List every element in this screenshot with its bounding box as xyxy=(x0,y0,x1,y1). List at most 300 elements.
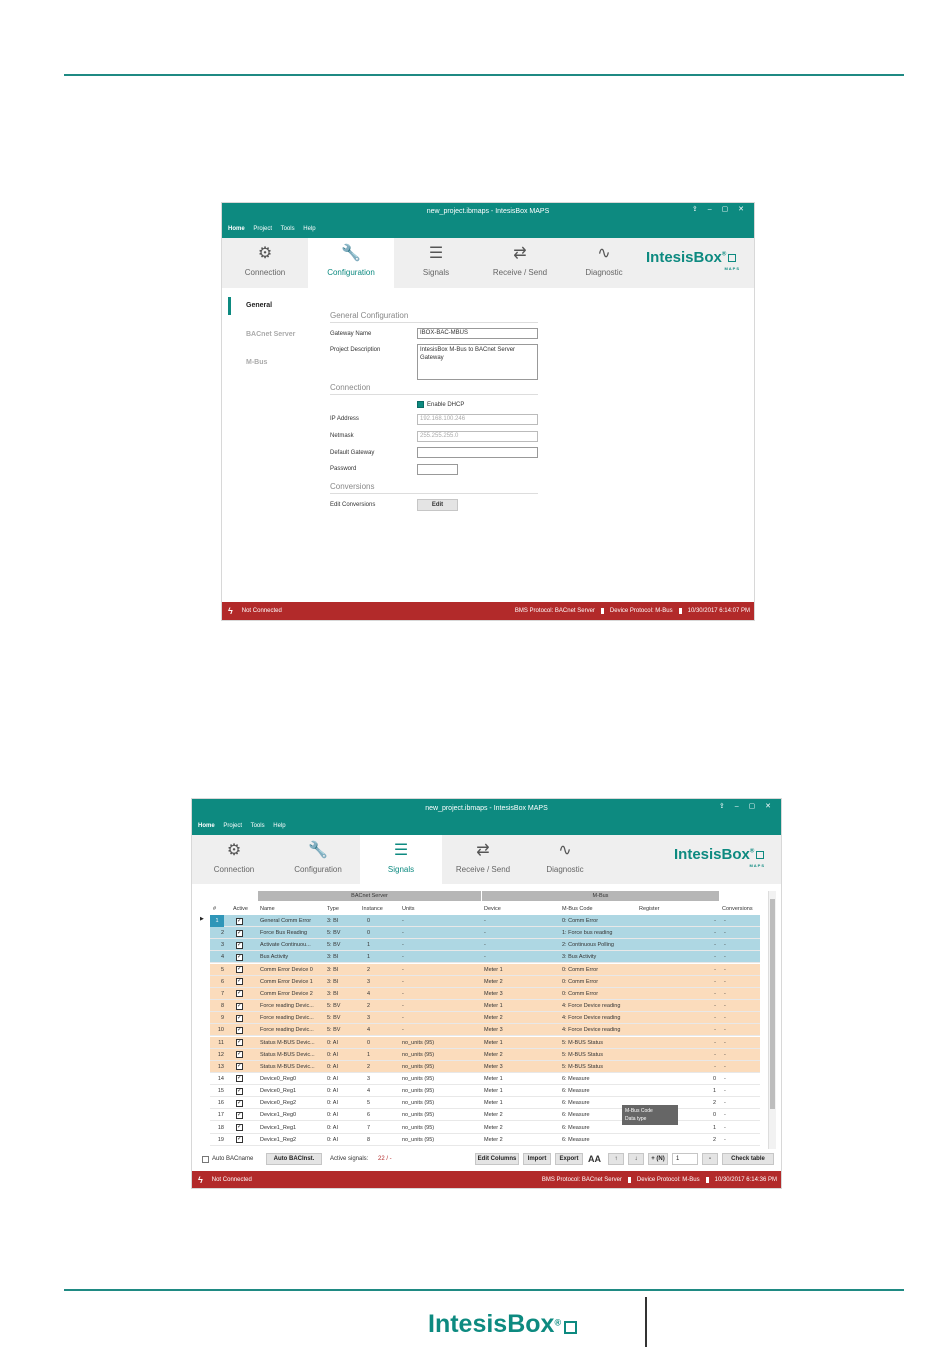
cell-device: Meter 1 xyxy=(484,1075,503,1082)
cell-name: Comm Error Device 0 xyxy=(260,966,313,973)
active-checkbox[interactable]: ✓ xyxy=(237,1099,243,1106)
bms-protocol: BMS Protocol: BACnet Server xyxy=(514,608,595,614)
cell-type: 0: AI xyxy=(327,1124,339,1131)
brand-mark-icon xyxy=(728,254,736,262)
cell-name: Bus Activity xyxy=(260,954,289,961)
row-number: 14 xyxy=(217,1075,224,1082)
tooltip-text: Data type xyxy=(625,1116,647,1122)
section-general-configuration: General Configuration xyxy=(330,311,538,323)
device-protocol: Device Protocol: M-Bus xyxy=(636,1176,700,1183)
cell-type: 5: BV xyxy=(327,1015,341,1022)
table-row[interactable] xyxy=(210,1012,760,1024)
col-header-number[interactable]: # xyxy=(213,906,217,912)
cell-conversions: - xyxy=(724,1136,726,1143)
cell-register: - xyxy=(714,990,716,997)
cell-device: Meter 1 xyxy=(484,966,503,973)
page-header-rule xyxy=(64,74,904,76)
cell-mbus-code: 6: Measure xyxy=(562,1136,590,1143)
cell-conversions: - xyxy=(724,1051,726,1058)
edit-conversions-button[interactable]: Edit xyxy=(417,499,458,511)
cell-conversions: - xyxy=(724,1003,726,1010)
section-conversions: Conversions xyxy=(330,482,538,494)
cell-register: - xyxy=(714,1051,716,1058)
cell-units: no_units (95) xyxy=(402,1051,435,1058)
tab-receive-send[interactable] xyxy=(442,835,524,884)
enable-dhcp-checkbox[interactable] xyxy=(417,401,464,408)
tab-diagnostic[interactable] xyxy=(562,238,646,288)
cell-type: 0: AI xyxy=(327,1112,339,1119)
wrench-icon: 🔧 xyxy=(341,245,361,262)
cell-instance: 2 xyxy=(366,1003,370,1010)
cell-mbus-code: 6: Measure xyxy=(562,1088,590,1095)
col-header-conversions[interactable]: Conversions xyxy=(722,906,753,912)
cell-instance: 6 xyxy=(366,1112,370,1119)
table-row[interactable] xyxy=(210,1085,760,1097)
pulse-icon: ∿ xyxy=(597,245,611,262)
cell-mbus-code: 6: Measure xyxy=(562,1124,590,1131)
active-checkbox[interactable]: ✓ xyxy=(237,929,243,936)
col-header-instance[interactable]: Instance xyxy=(362,906,383,912)
row-number: 17 xyxy=(217,1112,224,1119)
cell-mbus-code: 6: Measure xyxy=(562,1112,590,1119)
sidebar-item-general[interactable]: General xyxy=(246,302,273,309)
auto-bacname-label: Auto BACname xyxy=(212,1156,254,1162)
cell-name: Status M-BUS Devic... xyxy=(260,1063,315,1070)
cell-register: - xyxy=(714,1015,716,1022)
tab-label: Receive / Send xyxy=(492,268,548,277)
cell-name: Status M-BUS Devic... xyxy=(260,1051,315,1058)
transfer-icon: ⇄ xyxy=(476,842,490,859)
cell-device: Meter 3 xyxy=(484,1063,503,1070)
cell-register: 2 xyxy=(712,1100,716,1107)
row-number: 18 xyxy=(217,1124,224,1131)
active-checkbox[interactable]: ✓ xyxy=(237,1002,243,1009)
cell-register: 1 xyxy=(712,1088,716,1095)
status-timestamp: 10/30/2017 6:14:07 PM xyxy=(687,608,750,614)
cell-units: - xyxy=(402,954,404,961)
transfer-icon: ⇄ xyxy=(513,245,527,262)
table-row[interactable] xyxy=(210,1073,760,1085)
row-number: 13 xyxy=(217,1063,224,1070)
cell-mbus-code: 0: Comm Error xyxy=(562,990,599,997)
default-gateway-input[interactable] xyxy=(417,447,538,458)
cell-units: no_units (95) xyxy=(402,1136,435,1143)
row-number: 3 xyxy=(220,942,224,949)
export-button[interactable]: Export xyxy=(555,1153,583,1165)
config-sidebar xyxy=(222,288,322,602)
footer-brand-mark-icon xyxy=(564,1321,577,1334)
cell-name: Force reading Devic... xyxy=(260,1027,314,1034)
cell-mbus-code: 4: Force Device reading xyxy=(562,1015,621,1022)
active-checkbox[interactable]: ✓ xyxy=(237,1136,243,1143)
cell-instance: 4 xyxy=(366,990,370,997)
tab-label: Diagnostic xyxy=(546,865,584,874)
menu-help[interactable]: Help xyxy=(273,823,286,829)
cell-mbus-code: 0: Comm Error xyxy=(562,966,599,973)
tab-configuration[interactable] xyxy=(308,238,394,288)
brand-registered: ® xyxy=(721,251,727,258)
cell-instance: 1 xyxy=(366,1051,370,1058)
sidebar-item-m-bus[interactable]: M-Bus xyxy=(246,359,268,366)
table-row[interactable] xyxy=(210,1024,760,1036)
cell-type: 5: BV xyxy=(327,1027,341,1034)
menu-tools[interactable]: Tools xyxy=(250,823,265,829)
active-checkbox[interactable]: ✓ xyxy=(237,1051,243,1058)
not-connected-icon: ϟ xyxy=(198,1174,203,1185)
row-number: 7 xyxy=(220,990,224,997)
connection-status: Not Connected xyxy=(211,1176,252,1183)
cell-conversions: - xyxy=(724,1039,726,1046)
tab-label: Signals xyxy=(422,268,450,277)
active-checkbox[interactable]: ✓ xyxy=(237,1124,243,1131)
cell-type: 3: BI xyxy=(327,918,339,924)
cell-register: 1 xyxy=(712,1124,716,1131)
cell-mbus-code: 2: Continuous Polling xyxy=(562,942,614,949)
cell-register: 2 xyxy=(712,1136,716,1143)
active-checkbox[interactable]: ✓ xyxy=(237,917,243,924)
cell-register: - xyxy=(714,978,716,985)
ip-address-label: IP Address xyxy=(330,416,359,422)
cell-type: 3: BI xyxy=(327,978,339,985)
table-row[interactable] xyxy=(210,939,760,951)
col-header-active[interactable]: Active xyxy=(233,906,248,912)
table-row[interactable] xyxy=(210,1000,760,1012)
row-number: 10 xyxy=(217,1027,224,1034)
intesisbox-logo xyxy=(646,249,754,271)
cell-conversions: - xyxy=(724,954,726,961)
cell-mbus-code: 3: Bus Activity xyxy=(562,954,597,961)
menu-project[interactable]: Project xyxy=(253,226,273,232)
cell-mbus-code: 4: Force Device reading xyxy=(562,1027,621,1034)
menu-project[interactable]: Project xyxy=(223,823,243,829)
cell-conversions: - xyxy=(724,1075,726,1082)
pulse-icon: ∿ xyxy=(558,842,572,859)
project-description-input[interactable]: IntesisBox M-Bus to BACnet Server Gateway xyxy=(417,344,538,380)
cell-units: no_units (95) xyxy=(402,1039,435,1046)
checkbox-checked-icon xyxy=(417,401,424,408)
cell-name: Device1_Reg2 xyxy=(260,1136,297,1143)
list-icon: ☰ xyxy=(393,842,409,859)
col-header-register[interactable]: Register xyxy=(639,906,660,912)
row-number: 8 xyxy=(220,1003,224,1010)
grid-toolbar xyxy=(192,1153,781,1169)
cell-type: 0: AI xyxy=(327,1039,339,1046)
cell-register: - xyxy=(714,966,716,973)
cell-instance: 3 xyxy=(366,1015,370,1022)
cell-device: Meter 3 xyxy=(484,990,503,997)
cell-register: - xyxy=(714,1039,716,1046)
table-row[interactable] xyxy=(210,951,760,963)
cell-units: - xyxy=(402,918,404,924)
tooltip-title: M-Bus Code xyxy=(625,1108,653,1114)
cell-units: - xyxy=(402,1015,404,1022)
sidebar-item-bacnet-server[interactable]: BACnet Server xyxy=(246,331,296,338)
cell-register: 0 xyxy=(712,1075,716,1082)
table-row[interactable] xyxy=(210,927,760,939)
brand-name: IntesisBox xyxy=(646,249,722,266)
active-checkbox[interactable]: ✓ xyxy=(237,1039,243,1045)
cell-register: - xyxy=(714,942,716,949)
col-header-mbus-code[interactable]: M-Bus Code xyxy=(562,906,593,912)
tab-label: Connection xyxy=(244,268,286,277)
window-title: new_project.ibmaps - IntesisBox MAPS xyxy=(426,208,550,215)
netmask-input[interactable]: 255.255.255.0 xyxy=(417,431,538,442)
table-row[interactable] xyxy=(210,1134,760,1146)
footer-brand-name: IntesisBox xyxy=(428,1310,555,1338)
password-label: Password xyxy=(330,466,357,472)
move-up-button[interactable]: ↑ xyxy=(608,1153,624,1165)
device-protocol: Device Protocol: M-Bus xyxy=(609,608,673,614)
table-row[interactable] xyxy=(210,976,760,988)
check-table-button[interactable]: Check table xyxy=(722,1153,774,1165)
auto-bacinst-button[interactable]: Auto BACInst. xyxy=(266,1153,322,1165)
cell-conversions: - xyxy=(724,978,726,985)
project-description-label: Project Description xyxy=(330,347,381,353)
active-checkbox[interactable]: ✓ xyxy=(237,966,243,973)
menu-tools[interactable]: Tools xyxy=(280,226,295,232)
table-row[interactable] xyxy=(210,1049,760,1061)
cell-mbus-code: 6: Measure xyxy=(562,1075,590,1082)
cell-register: - xyxy=(714,918,716,924)
brand-sub: MAPS xyxy=(724,266,740,271)
menu-help[interactable]: Help xyxy=(303,226,316,232)
ip-address-input[interactable]: 192.168.100.246 xyxy=(417,414,538,425)
tab-diagnostic[interactable] xyxy=(524,835,606,884)
cell-mbus-code: 0: Comm Error xyxy=(562,918,599,924)
cell-name: Status M-BUS Devic... xyxy=(260,1039,315,1046)
cell-type: 0: AI xyxy=(327,1075,339,1082)
signals-grid xyxy=(196,889,777,1157)
cell-instance: 1 xyxy=(366,942,370,949)
tab-label: Diagnostic xyxy=(585,268,623,277)
tab-label: Configuration xyxy=(294,865,342,874)
cell-units: - xyxy=(402,1003,404,1010)
cell-mbus-code: 1: Force bus reading xyxy=(562,930,613,937)
auto-bacname-checkbox[interactable] xyxy=(202,1156,209,1163)
netmask-label: Netmask xyxy=(330,433,354,439)
cell-register: - xyxy=(714,954,716,961)
col-header-units[interactable]: Units xyxy=(402,906,415,912)
cell-device: Meter 1 xyxy=(484,1088,503,1095)
cell-conversions: - xyxy=(724,918,726,924)
active-checkbox[interactable]: ✓ xyxy=(237,978,243,985)
cell-instance: 7 xyxy=(366,1124,370,1131)
cell-name: General Comm Error xyxy=(260,918,312,924)
cell-units: no_units (95) xyxy=(402,1112,435,1119)
tab-signals[interactable] xyxy=(360,835,442,884)
move-down-button[interactable]: ↓ xyxy=(628,1153,644,1165)
cell-instance: 0 xyxy=(366,918,370,924)
cell-name: Device1_Reg1 xyxy=(260,1124,297,1131)
cell-type: 0: AI xyxy=(327,1088,339,1095)
cell-register: 0 xyxy=(712,1112,716,1119)
tab-connection[interactable] xyxy=(222,238,308,288)
cell-register: - xyxy=(714,1027,716,1034)
cell-units: - xyxy=(402,930,404,937)
active-checkbox[interactable]: ✓ xyxy=(237,1014,243,1021)
title-bar xyxy=(222,203,754,238)
row-number: 9 xyxy=(220,1015,224,1022)
intesisbox-logo xyxy=(674,846,779,868)
footer-divider xyxy=(645,1297,647,1347)
cell-instance: 3 xyxy=(366,978,370,985)
row-number: 1 xyxy=(210,915,224,927)
cell-name: Activate Continuou... xyxy=(260,942,311,949)
row-number: 12 xyxy=(217,1051,224,1058)
row-number: 19 xyxy=(217,1136,224,1143)
cell-mbus-code: 6: Measure xyxy=(562,1100,590,1107)
cell-device: Meter 1 xyxy=(484,1003,503,1010)
cell-device: Meter 2 xyxy=(484,978,503,985)
row-number: 2 xyxy=(220,930,224,937)
gateway-name-input[interactable]: IBOX-BAC-MBUS xyxy=(417,328,538,339)
cell-instance: 1 xyxy=(366,954,370,961)
row-number: 15 xyxy=(217,1088,224,1095)
table-row[interactable] xyxy=(210,1037,760,1049)
cell-type: 5: BV xyxy=(327,930,341,937)
tab-configuration[interactable] xyxy=(276,835,360,884)
gateway-name-label: Gateway Name xyxy=(330,331,372,337)
cell-name: Comm Error Device 2 xyxy=(260,990,313,997)
active-checkbox[interactable]: ✓ xyxy=(237,941,243,948)
tab-signals[interactable] xyxy=(394,238,478,288)
cell-conversions: - xyxy=(724,1015,726,1022)
cell-instance: 4 xyxy=(366,1027,370,1034)
cell-device: - xyxy=(484,918,486,924)
cell-units: - xyxy=(402,978,404,985)
cell-name: Device0_Reg1 xyxy=(260,1088,297,1095)
row-number: 6 xyxy=(220,978,224,985)
ribbon xyxy=(192,835,781,884)
menu-home[interactable]: Home xyxy=(198,823,215,829)
title-bar xyxy=(192,799,781,835)
active-checkbox[interactable]: ✓ xyxy=(237,1111,243,1118)
cell-name: Force reading Devic... xyxy=(260,1015,314,1022)
status-timestamp: 10/30/2017 6:14:36 PM xyxy=(714,1176,777,1183)
wrench-icon: 🔧 xyxy=(308,842,328,859)
brand-sub: MAPS xyxy=(749,863,765,868)
cell-instance: 5 xyxy=(366,1100,370,1107)
active-checkbox[interactable]: ✓ xyxy=(237,953,243,960)
row-number: 5 xyxy=(220,966,224,973)
cell-name: Force Bus Reading xyxy=(260,930,308,937)
cell-conversions: - xyxy=(724,1063,726,1070)
font-size-button[interactable]: AA xyxy=(588,1154,601,1164)
cell-register: - xyxy=(714,1003,716,1010)
import-button[interactable]: Import xyxy=(523,1153,551,1165)
row-number: 4 xyxy=(220,954,224,961)
cell-device: Meter 1 xyxy=(484,1039,503,1046)
gear-icon: ⚙ xyxy=(257,245,273,262)
col-header-device[interactable]: Device xyxy=(484,906,501,912)
col-header-type[interactable]: Type xyxy=(327,906,339,912)
cell-instance: 4 xyxy=(366,1088,370,1095)
general-config-form xyxy=(330,311,550,521)
cell-device: - xyxy=(484,942,486,949)
remove-row-button[interactable]: - xyxy=(702,1153,718,1165)
table-row[interactable] xyxy=(210,915,760,927)
mbus-code-tooltip xyxy=(622,1105,678,1125)
cell-conversions: - xyxy=(724,1027,726,1034)
cell-instance: 0 xyxy=(366,930,370,937)
table-row[interactable] xyxy=(210,988,760,1000)
page-footer-logo xyxy=(428,1310,577,1339)
table-row[interactable] xyxy=(210,964,760,976)
active-checkbox[interactable]: ✓ xyxy=(237,990,243,997)
edit-columns-button[interactable]: Edit Columns xyxy=(475,1153,519,1165)
tab-label: Configuration xyxy=(327,268,375,277)
config-window xyxy=(222,203,754,620)
menu-bar xyxy=(198,823,293,829)
cell-instance: 2 xyxy=(366,966,370,973)
cell-register: - xyxy=(714,930,716,937)
cell-type: 0: AI xyxy=(327,1063,339,1070)
cell-units: no_units (95) xyxy=(402,1088,435,1095)
cell-units: no_units (95) xyxy=(402,1124,435,1131)
cell-device: Meter 2 xyxy=(484,1112,503,1119)
not-connected-icon: ϟ xyxy=(228,606,233,616)
cell-register: - xyxy=(714,1063,716,1070)
active-checkbox[interactable]: ✓ xyxy=(237,1026,243,1033)
window-controls[interactable]: ⇪ – ▢ ✕ xyxy=(691,206,748,213)
table-row[interactable] xyxy=(210,1061,760,1073)
tab-receive-send[interactable] xyxy=(478,238,562,288)
col-header-name[interactable]: Name xyxy=(260,906,275,912)
active-checkbox[interactable]: ✓ xyxy=(237,1087,243,1094)
vertical-scrollbar[interactable] xyxy=(768,891,776,1149)
window-controls[interactable]: ⇪ – ▢ ✕ xyxy=(718,803,775,810)
section-connection: Connection xyxy=(330,383,538,395)
gear-icon: ⚙ xyxy=(226,842,242,859)
active-checkbox[interactable]: ✓ xyxy=(237,1075,243,1082)
cell-name: Device1_Reg0 xyxy=(260,1112,297,1119)
cell-instance: 8 xyxy=(366,1136,370,1143)
cell-units: no_units (95) xyxy=(402,1075,435,1082)
cell-name: Force reading Devic... xyxy=(260,1003,314,1010)
brand-registered: ® xyxy=(749,848,755,855)
menu-bar xyxy=(228,226,323,232)
cell-units: - xyxy=(402,942,404,949)
brand-mark-icon xyxy=(756,851,764,859)
cell-mbus-code: 5: M-BUS Status xyxy=(562,1063,603,1070)
cell-units: - xyxy=(402,990,404,997)
enable-dhcp-label: Enable DHCP xyxy=(427,401,465,408)
cell-device: - xyxy=(484,954,486,961)
add-n-rows-button[interactable]: + (N) xyxy=(648,1153,668,1165)
active-checkbox[interactable]: ✓ xyxy=(237,1063,243,1070)
row-count-stepper[interactable]: 1 xyxy=(672,1153,698,1165)
cell-type: 0: AI xyxy=(327,1100,339,1107)
cell-device: - xyxy=(484,930,486,937)
cell-mbus-code: 5: M-BUS Status xyxy=(562,1039,603,1046)
active-signals-count: 22 / - xyxy=(378,1156,392,1162)
tab-label: Receive / Send xyxy=(455,865,511,874)
cell-type: 3: BI xyxy=(327,990,339,997)
default-gateway-label: Default Gateway xyxy=(330,450,375,456)
active-signals-label: Active signals: xyxy=(330,1156,369,1162)
password-input[interactable] xyxy=(417,464,458,475)
cell-device: Meter 2 xyxy=(484,1136,503,1143)
cell-units: - xyxy=(402,966,404,973)
current-row-pointer-icon: ▶ xyxy=(200,916,204,922)
row-number: 11 xyxy=(218,1039,224,1046)
tab-connection[interactable] xyxy=(192,835,276,884)
cell-units: no_units (95) xyxy=(402,1100,435,1107)
menu-home[interactable]: Home xyxy=(228,226,245,232)
group-header-bacnet: BACnet Server xyxy=(258,891,481,901)
scrollbar-thumb[interactable] xyxy=(770,899,775,1109)
cell-units: - xyxy=(402,1027,404,1034)
